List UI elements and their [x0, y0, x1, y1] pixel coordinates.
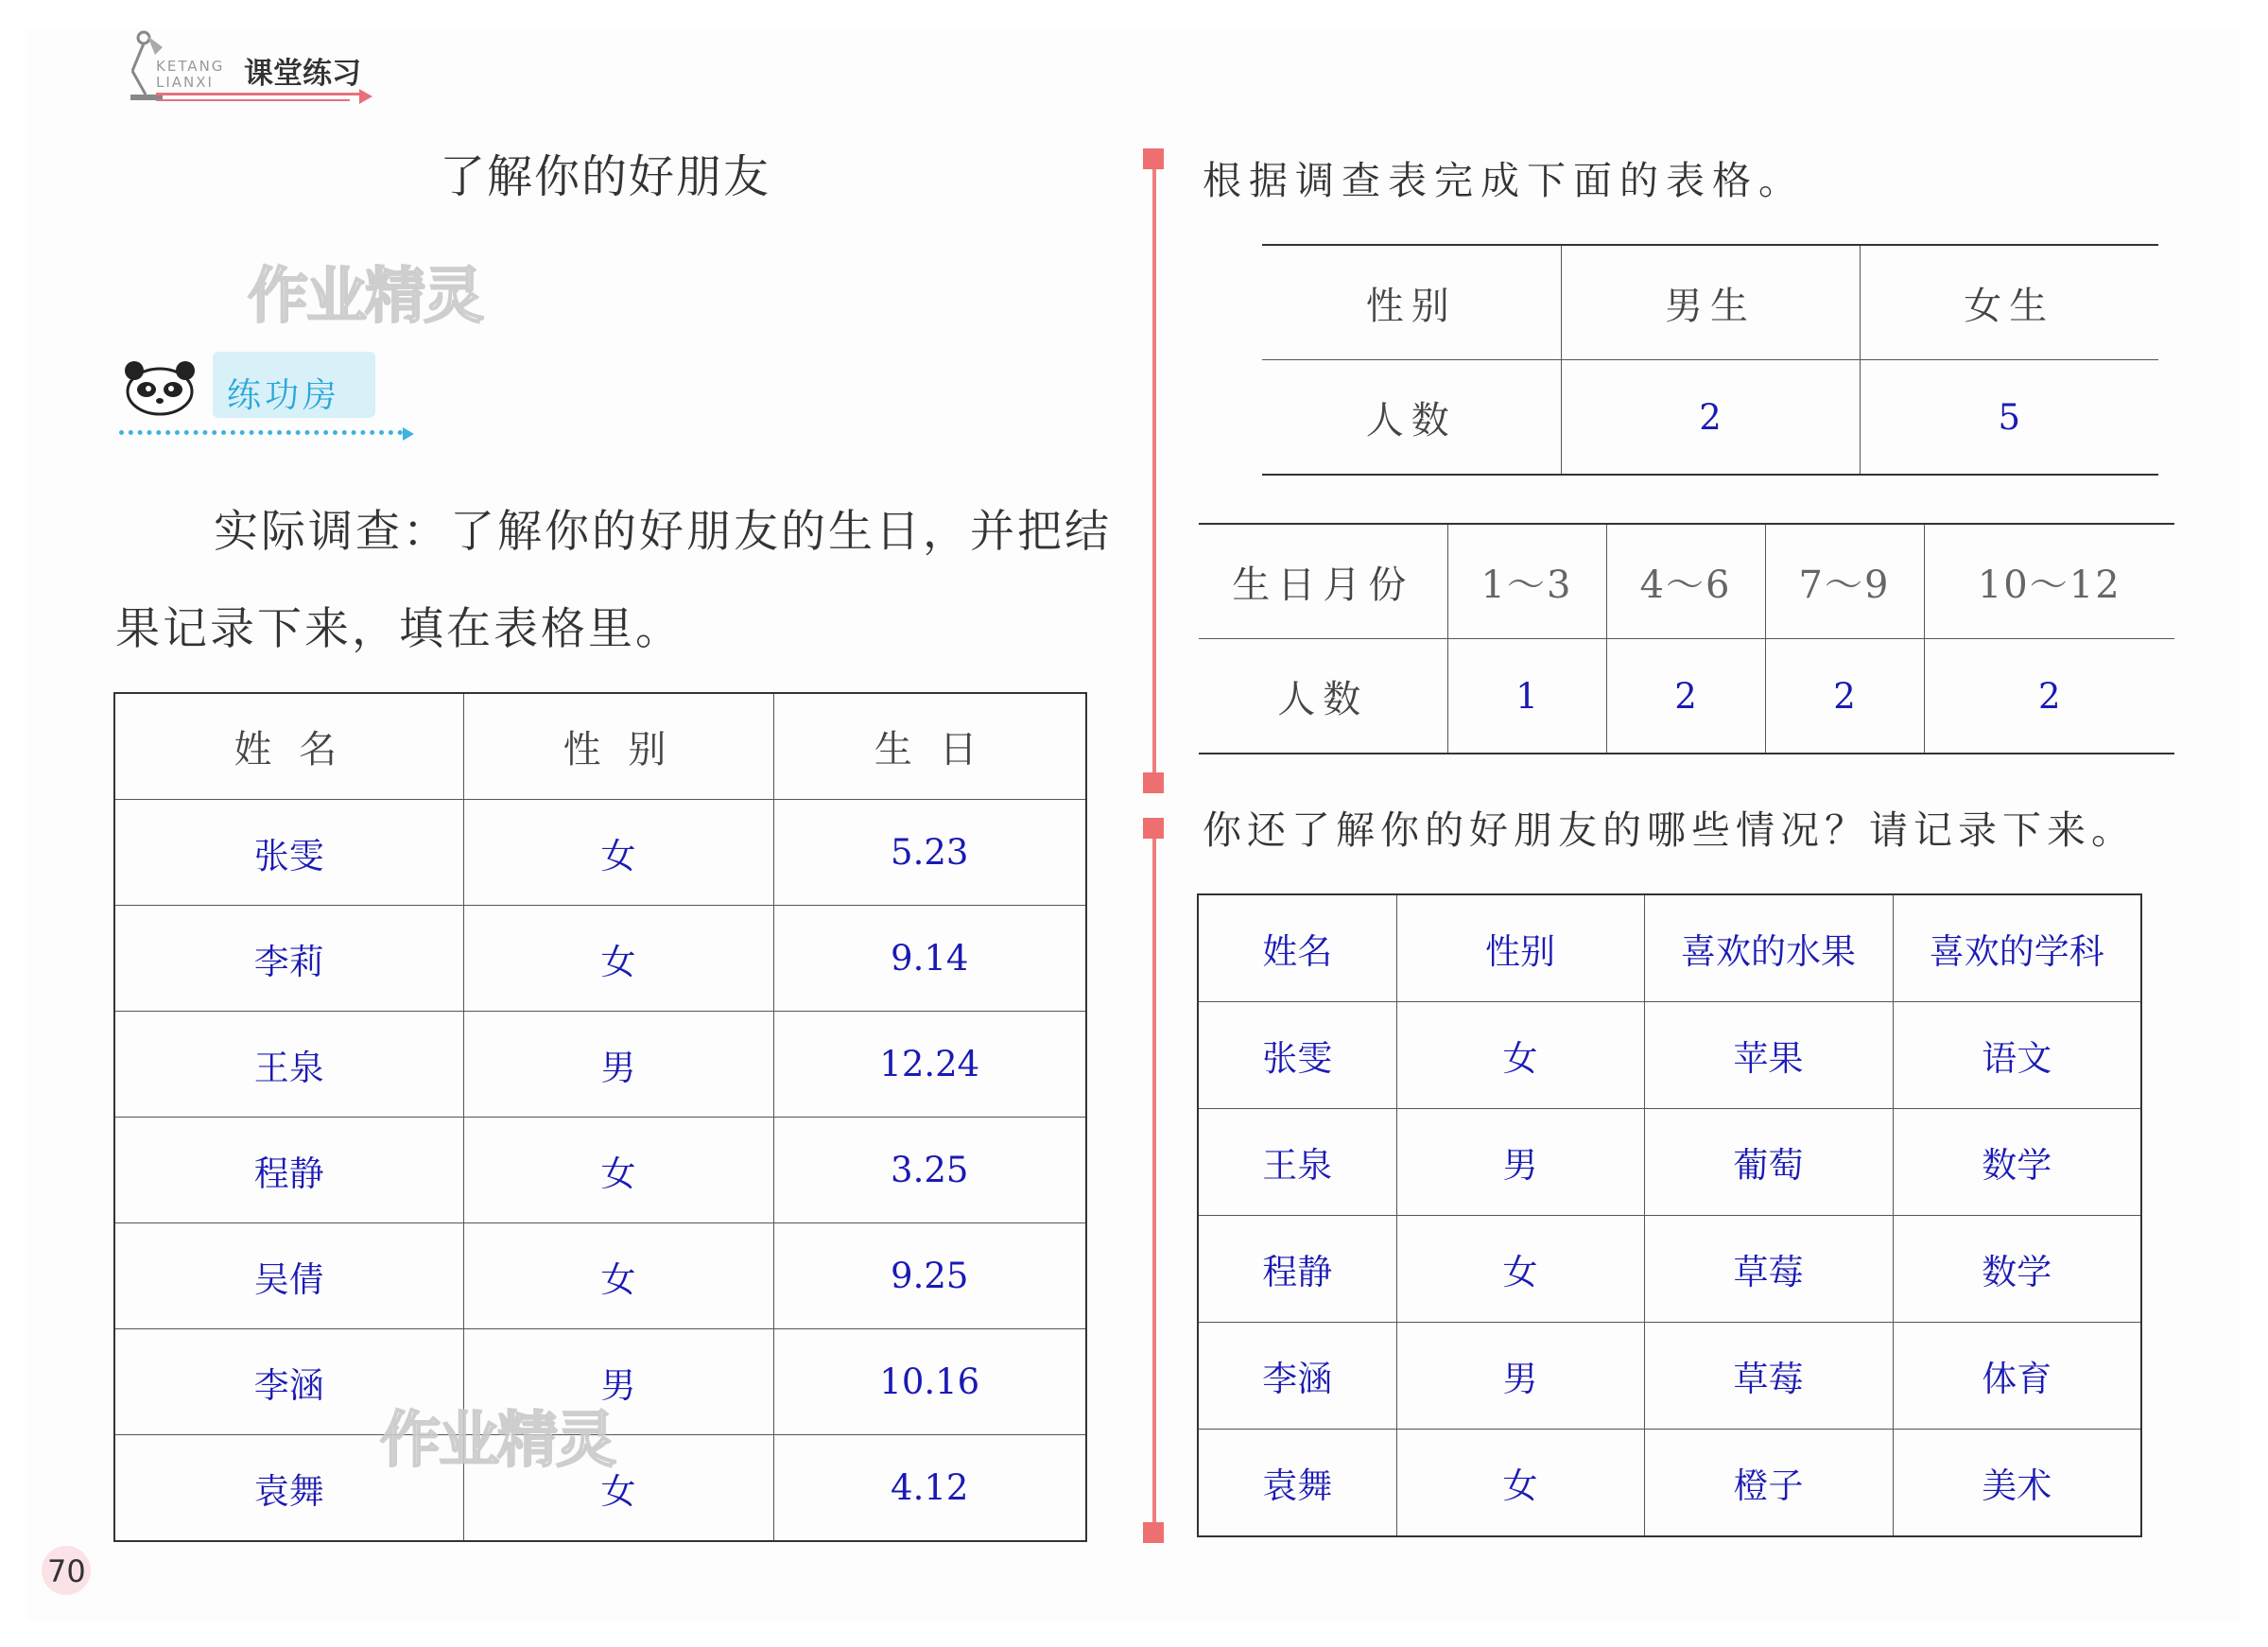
intro-line-1: 实际调查：了解你的好朋友的生日，并把结 — [214, 506, 1112, 558]
section-tag: 练功房 — [227, 376, 341, 415]
dotted-arrow-icon — [403, 427, 414, 441]
logo-underline-secondary — [156, 99, 350, 101]
table-header-row — [1199, 524, 2174, 639]
cell-gender: 女 — [1396, 1002, 1644, 1109]
table-row — [114, 800, 1086, 906]
header-subject: 喜欢的学科 — [1893, 894, 2141, 1002]
cell-gender: 男 — [463, 1329, 773, 1435]
logo-title: 课堂练习 — [244, 57, 361, 91]
cell-subject: 美术 — [1893, 1430, 2141, 1537]
cell-birthday: 3.25 — [773, 1118, 1086, 1223]
header-gender: 性别 — [1396, 894, 1644, 1002]
cell-subject: 语文 — [1893, 1002, 2141, 1109]
logo-pinyin: KETANG LIANXI — [156, 58, 225, 91]
table-row — [114, 1012, 1086, 1118]
cell-name: 李涵 — [114, 1329, 463, 1435]
header-range-4: 10～12 — [1924, 524, 2174, 639]
page-number: 70 — [47, 1553, 86, 1589]
divider-line-bottom — [1152, 827, 1156, 1532]
cell-gender: 男 — [1396, 1109, 1644, 1216]
cell-birthday: 4.12 — [773, 1435, 1086, 1542]
cell-name: 袁舞 — [1198, 1430, 1396, 1537]
cell-fruit: 草莓 — [1644, 1216, 1893, 1323]
divider-marker — [1143, 148, 1164, 169]
row-label-count: 人数 — [1199, 639, 1447, 754]
cell-boys-count: 2 — [1561, 360, 1860, 476]
table-row — [1199, 639, 2174, 754]
table-row — [1198, 1216, 2141, 1323]
page-title: 了解你的好朋友 — [440, 150, 771, 203]
cell-name: 张雯 — [114, 800, 463, 906]
header-fruit: 喜欢的水果 — [1644, 894, 1893, 1002]
instruction-1: 根据调查表完成下面的表格。 — [1203, 158, 1805, 203]
cell-fruit: 葡萄 — [1644, 1109, 1893, 1216]
cell-count: 2 — [1606, 639, 1765, 754]
cell-birthday: 10.16 — [773, 1329, 1086, 1435]
divider-marker — [1143, 772, 1164, 793]
cell-count: 1 — [1447, 639, 1606, 754]
cell-name: 王泉 — [1198, 1109, 1396, 1216]
cell-birthday: 9.14 — [773, 906, 1086, 1012]
cell-name: 李莉 — [114, 906, 463, 1012]
instruction-2: 你还了解你的好朋友的哪些情况？请记录下来。 — [1203, 807, 2136, 853]
cell-name: 李涵 — [1198, 1323, 1396, 1430]
header-name: 姓 名 — [114, 693, 463, 800]
gender-count-table — [1262, 244, 2158, 476]
panda-icon — [123, 359, 197, 418]
table-row — [1198, 1430, 2141, 1537]
cell-gender: 女 — [463, 800, 773, 906]
header-name: 姓名 — [1198, 894, 1396, 1002]
header-birthday: 生 日 — [773, 693, 1086, 800]
friend-info-table — [1197, 893, 2142, 1537]
header-range-1: 1～3 — [1447, 524, 1606, 639]
cell-girls-count: 5 — [1860, 360, 2158, 476]
watermark: 作业精灵 — [248, 262, 482, 332]
row-label-count: 人数 — [1262, 360, 1561, 476]
header-gender: 性别 — [1262, 245, 1561, 360]
cell-name: 张雯 — [1198, 1002, 1396, 1109]
header-range-3: 7～9 — [1765, 524, 1924, 639]
table-row — [1262, 360, 2158, 476]
table-header-row — [1262, 245, 2158, 360]
cell-birthday: 12.24 — [773, 1012, 1086, 1118]
header-boys: 男生 — [1561, 245, 1860, 360]
cell-fruit: 橙子 — [1644, 1430, 1893, 1537]
cell-gender: 女 — [463, 1223, 773, 1329]
table-row — [114, 906, 1086, 1012]
cell-birthday: 9.25 — [773, 1223, 1086, 1329]
cell-gender: 女 — [463, 1118, 773, 1223]
table-row — [114, 1223, 1086, 1329]
table-row — [1198, 1002, 2141, 1109]
intro-line-2: 果记录下来，填在表格里。 — [115, 603, 683, 655]
cell-fruit: 苹果 — [1644, 1002, 1893, 1109]
cell-name: 袁舞 — [114, 1435, 463, 1542]
cell-subject: 体育 — [1893, 1323, 2141, 1430]
table-row — [114, 1118, 1086, 1223]
cell-count: 2 — [1924, 639, 2174, 754]
header-gender: 性 别 — [463, 693, 773, 800]
cell-name: 程静 — [114, 1118, 463, 1223]
cell-name: 程静 — [1198, 1216, 1396, 1323]
cell-name: 王泉 — [114, 1012, 463, 1118]
watermark: 作业精灵 — [380, 1406, 615, 1476]
header-birth-month: 生日月份 — [1199, 524, 1447, 639]
cell-gender: 女 — [1396, 1216, 1644, 1323]
dotted-divider — [119, 430, 403, 435]
cell-gender: 男 — [1396, 1323, 1644, 1430]
cell-fruit: 草莓 — [1644, 1323, 1893, 1430]
cell-subject: 数学 — [1893, 1109, 2141, 1216]
logo-arrow-icon — [359, 89, 372, 104]
cell-gender: 女 — [463, 1435, 773, 1542]
cell-count: 2 — [1765, 639, 1924, 754]
cell-name: 吴倩 — [114, 1223, 463, 1329]
header-girls: 女生 — [1860, 245, 2158, 360]
birth-month-table — [1199, 523, 2174, 754]
table-header-row — [1198, 894, 2141, 1002]
header-range-2: 4～6 — [1606, 524, 1765, 639]
divider-marker — [1143, 1522, 1164, 1543]
table-row — [1198, 1323, 2141, 1430]
divider-marker — [1143, 818, 1164, 839]
table-header-row — [114, 693, 1086, 800]
cell-subject: 数学 — [1893, 1216, 2141, 1323]
cell-birthday: 5.23 — [773, 800, 1086, 906]
cell-gender: 女 — [463, 906, 773, 1012]
divider-line-top — [1152, 156, 1156, 780]
cell-gender: 女 — [1396, 1430, 1644, 1537]
logo-underline — [156, 93, 359, 95]
table-row — [1198, 1109, 2141, 1216]
cell-gender: 男 — [463, 1012, 773, 1118]
